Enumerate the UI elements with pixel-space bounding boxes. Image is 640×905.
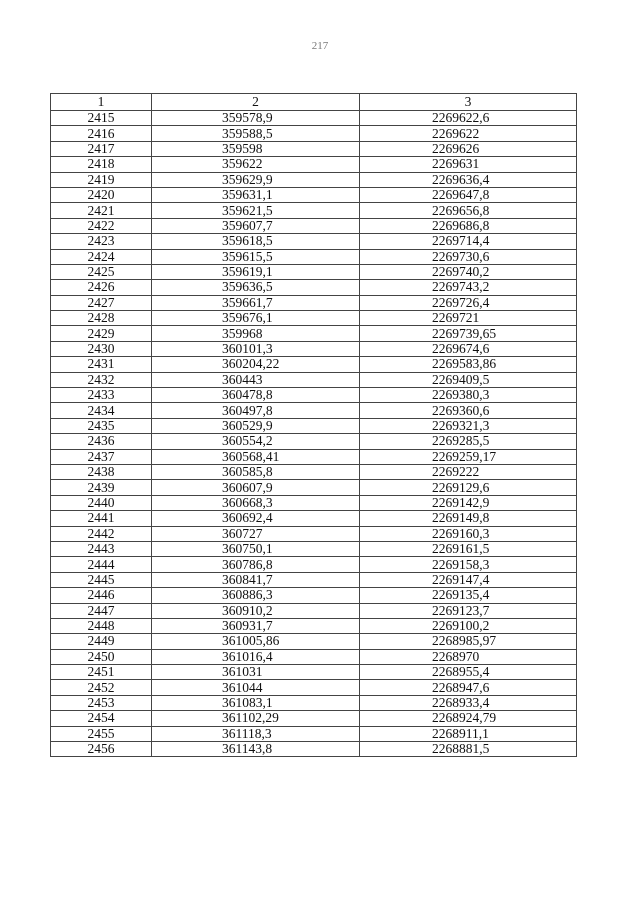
point-number-cell: 2453 <box>51 695 152 710</box>
point-number-cell: 2438 <box>51 464 152 479</box>
y-coordinate-cell: 2269636,4 <box>360 172 577 187</box>
y-coordinate-cell: 2269259,17 <box>360 449 577 464</box>
y-coordinate-cell: 2268947,6 <box>360 680 577 695</box>
x-coordinate-cell: 359607,7 <box>152 218 360 233</box>
y-coordinate-cell: 2268933,4 <box>360 695 577 710</box>
point-number-cell: 2455 <box>51 726 152 741</box>
table-row <box>51 295 577 310</box>
x-coordinate-cell: 359588,5 <box>152 126 360 141</box>
point-number-cell: 2452 <box>51 680 152 695</box>
y-coordinate-cell: 2269647,8 <box>360 187 577 202</box>
point-number-cell: 2442 <box>51 526 152 541</box>
y-coordinate-cell: 2269360,6 <box>360 403 577 418</box>
y-coordinate-cell: 2269285,5 <box>360 434 577 449</box>
y-coordinate-cell: 2269622,6 <box>360 111 577 126</box>
y-coordinate-cell: 2269380,3 <box>360 388 577 403</box>
table-row <box>51 372 577 387</box>
point-number-cell: 2430 <box>51 341 152 356</box>
table-row <box>51 464 577 479</box>
point-number-cell: 2417 <box>51 141 152 156</box>
table-row <box>51 680 577 695</box>
table-row <box>51 495 577 510</box>
table-row <box>51 418 577 433</box>
x-coordinate-cell: 359629,9 <box>152 172 360 187</box>
table-row <box>51 649 577 664</box>
point-number-cell: 2447 <box>51 603 152 618</box>
point-number-cell: 2439 <box>51 480 152 495</box>
x-coordinate-cell: 359618,5 <box>152 234 360 249</box>
x-coordinate-cell: 359622 <box>152 157 360 172</box>
point-number-cell: 2456 <box>51 742 152 757</box>
x-coordinate-cell: 360750,1 <box>152 541 360 556</box>
x-coordinate-cell: 360204,22 <box>152 357 360 372</box>
point-number-cell: 2449 <box>51 634 152 649</box>
table-row <box>51 234 577 249</box>
table-row <box>51 126 577 141</box>
y-coordinate-cell: 2269726,4 <box>360 295 577 310</box>
point-number-cell: 2429 <box>51 326 152 341</box>
y-coordinate-cell: 2269149,8 <box>360 511 577 526</box>
table-row <box>51 218 577 233</box>
x-coordinate-cell: 360607,9 <box>152 480 360 495</box>
table-row <box>51 711 577 726</box>
point-number-cell: 2444 <box>51 557 152 572</box>
table-row <box>51 541 577 556</box>
table-row <box>51 588 577 603</box>
table-row <box>51 203 577 218</box>
column-header-3: 3 <box>360 94 577 111</box>
y-coordinate-cell: 2269129,6 <box>360 480 577 495</box>
point-number-cell: 2426 <box>51 280 152 295</box>
x-coordinate-cell: 360497,8 <box>152 403 360 418</box>
table-row <box>51 557 577 572</box>
y-coordinate-cell: 2269123,7 <box>360 603 577 618</box>
x-coordinate-cell: 361143,8 <box>152 742 360 757</box>
y-coordinate-cell: 2269147,4 <box>360 572 577 587</box>
x-coordinate-cell: 360668,3 <box>152 495 360 510</box>
x-coordinate-cell: 359578,9 <box>152 111 360 126</box>
table-row <box>51 172 577 187</box>
x-coordinate-cell: 360786,8 <box>152 557 360 572</box>
y-coordinate-cell: 2269158,3 <box>360 557 577 572</box>
table-row <box>51 187 577 202</box>
point-number-cell: 2433 <box>51 388 152 403</box>
x-coordinate-cell: 360101,3 <box>152 341 360 356</box>
y-coordinate-cell: 2268970 <box>360 649 577 664</box>
point-number-cell: 2450 <box>51 649 152 664</box>
point-number-cell: 2436 <box>51 434 152 449</box>
x-coordinate-cell: 361083,1 <box>152 695 360 710</box>
table-row <box>51 572 577 587</box>
table-row <box>51 249 577 264</box>
point-number-cell: 2440 <box>51 495 152 510</box>
point-number-cell: 2428 <box>51 311 152 326</box>
x-coordinate-cell: 360727 <box>152 526 360 541</box>
y-coordinate-cell: 2269674,6 <box>360 341 577 356</box>
table-row <box>51 388 577 403</box>
table-row <box>51 726 577 741</box>
x-coordinate-cell: 359598 <box>152 141 360 156</box>
table-row <box>51 434 577 449</box>
y-coordinate-cell: 2268911,1 <box>360 726 577 741</box>
y-coordinate-cell: 2269321,3 <box>360 418 577 433</box>
table-row <box>51 665 577 680</box>
x-coordinate-cell: 359661,7 <box>152 295 360 310</box>
y-coordinate-cell: 2268985,97 <box>360 634 577 649</box>
table-row <box>51 280 577 295</box>
table-row <box>51 480 577 495</box>
y-coordinate-cell: 2269686,8 <box>360 218 577 233</box>
point-number-cell: 2415 <box>51 111 152 126</box>
y-coordinate-cell: 2269160,3 <box>360 526 577 541</box>
point-number-cell: 2421 <box>51 203 152 218</box>
x-coordinate-cell: 360931,7 <box>152 618 360 633</box>
y-coordinate-cell: 2269656,8 <box>360 203 577 218</box>
x-coordinate-cell: 361005,86 <box>152 634 360 649</box>
x-coordinate-cell: 361044 <box>152 680 360 695</box>
table-row <box>51 264 577 279</box>
point-number-cell: 2434 <box>51 403 152 418</box>
y-coordinate-cell: 2269714,4 <box>360 234 577 249</box>
x-coordinate-cell: 360443 <box>152 372 360 387</box>
y-coordinate-cell: 2269626 <box>360 141 577 156</box>
x-coordinate-cell: 360910,2 <box>152 603 360 618</box>
column-header-2: 2 <box>152 94 360 111</box>
point-number-cell: 2419 <box>51 172 152 187</box>
x-coordinate-cell: 360585,8 <box>152 464 360 479</box>
y-coordinate-cell: 2269161,5 <box>360 541 577 556</box>
x-coordinate-cell: 359676,1 <box>152 311 360 326</box>
point-number-cell: 2441 <box>51 511 152 526</box>
point-number-cell: 2446 <box>51 588 152 603</box>
table-row <box>51 695 577 710</box>
table-row <box>51 111 577 126</box>
x-coordinate-cell: 359621,5 <box>152 203 360 218</box>
x-coordinate-cell: 361118,3 <box>152 726 360 741</box>
x-coordinate-cell: 359968 <box>152 326 360 341</box>
y-coordinate-cell: 2269739,65 <box>360 326 577 341</box>
table-row <box>51 526 577 541</box>
x-coordinate-cell: 361016,4 <box>152 649 360 664</box>
x-coordinate-cell: 360529,9 <box>152 418 360 433</box>
point-number-cell: 2437 <box>51 449 152 464</box>
point-number-cell: 2451 <box>51 665 152 680</box>
x-coordinate-cell: 360554,2 <box>152 434 360 449</box>
x-coordinate-cell: 360692,4 <box>152 511 360 526</box>
table-row <box>51 157 577 172</box>
page-number: 217 <box>311 40 329 52</box>
table-row <box>51 603 577 618</box>
x-coordinate-cell: 359619,1 <box>152 264 360 279</box>
table-row <box>51 403 577 418</box>
point-number-cell: 2424 <box>51 249 152 264</box>
y-coordinate-cell: 2268924,79 <box>360 711 577 726</box>
table-row <box>51 341 577 356</box>
y-coordinate-cell: 2268881,5 <box>360 742 577 757</box>
point-number-cell: 2431 <box>51 357 152 372</box>
table-row <box>51 618 577 633</box>
point-number-cell: 2422 <box>51 218 152 233</box>
column-header-1: 1 <box>51 94 152 111</box>
point-number-cell: 2420 <box>51 187 152 202</box>
x-coordinate-cell: 359631,1 <box>152 187 360 202</box>
table-row <box>51 634 577 649</box>
point-number-cell: 2448 <box>51 618 152 633</box>
point-number-cell: 2423 <box>51 234 152 249</box>
table-row <box>51 357 577 372</box>
y-coordinate-cell: 2268955,4 <box>360 665 577 680</box>
x-coordinate-cell: 360886,3 <box>152 588 360 603</box>
y-coordinate-cell: 2269740,2 <box>360 264 577 279</box>
y-coordinate-cell: 2269631 <box>360 157 577 172</box>
x-coordinate-cell: 360478,8 <box>152 388 360 403</box>
x-coordinate-cell: 360841,7 <box>152 572 360 587</box>
point-number-cell: 2418 <box>51 157 152 172</box>
point-number-cell: 2432 <box>51 372 152 387</box>
y-coordinate-cell: 2269222 <box>360 464 577 479</box>
point-number-cell: 2454 <box>51 711 152 726</box>
y-coordinate-cell: 2269743,2 <box>360 280 577 295</box>
x-coordinate-cell: 361031 <box>152 665 360 680</box>
table-row <box>51 742 577 757</box>
table-row <box>51 511 577 526</box>
table-header-row <box>51 94 577 111</box>
point-number-cell: 2425 <box>51 264 152 279</box>
x-coordinate-cell: 359615,5 <box>152 249 360 264</box>
y-coordinate-cell: 2269583,86 <box>360 357 577 372</box>
y-coordinate-cell: 2269622 <box>360 126 577 141</box>
table-row <box>51 326 577 341</box>
coordinates-table <box>50 93 577 757</box>
point-number-cell: 2427 <box>51 295 152 310</box>
x-coordinate-cell: 361102,29 <box>152 711 360 726</box>
y-coordinate-cell: 2269721 <box>360 311 577 326</box>
x-coordinate-cell: 359636,5 <box>152 280 360 295</box>
y-coordinate-cell: 2269409,5 <box>360 372 577 387</box>
table-row <box>51 141 577 156</box>
point-number-cell: 2443 <box>51 541 152 556</box>
table-row <box>51 449 577 464</box>
y-coordinate-cell: 2269135,4 <box>360 588 577 603</box>
table-body <box>51 111 577 757</box>
table-row <box>51 311 577 326</box>
point-number-cell: 2445 <box>51 572 152 587</box>
y-coordinate-cell: 2269730,6 <box>360 249 577 264</box>
x-coordinate-cell: 360568,41 <box>152 449 360 464</box>
point-number-cell: 2416 <box>51 126 152 141</box>
y-coordinate-cell: 2269142,9 <box>360 495 577 510</box>
y-coordinate-cell: 2269100,2 <box>360 618 577 633</box>
point-number-cell: 2435 <box>51 418 152 433</box>
